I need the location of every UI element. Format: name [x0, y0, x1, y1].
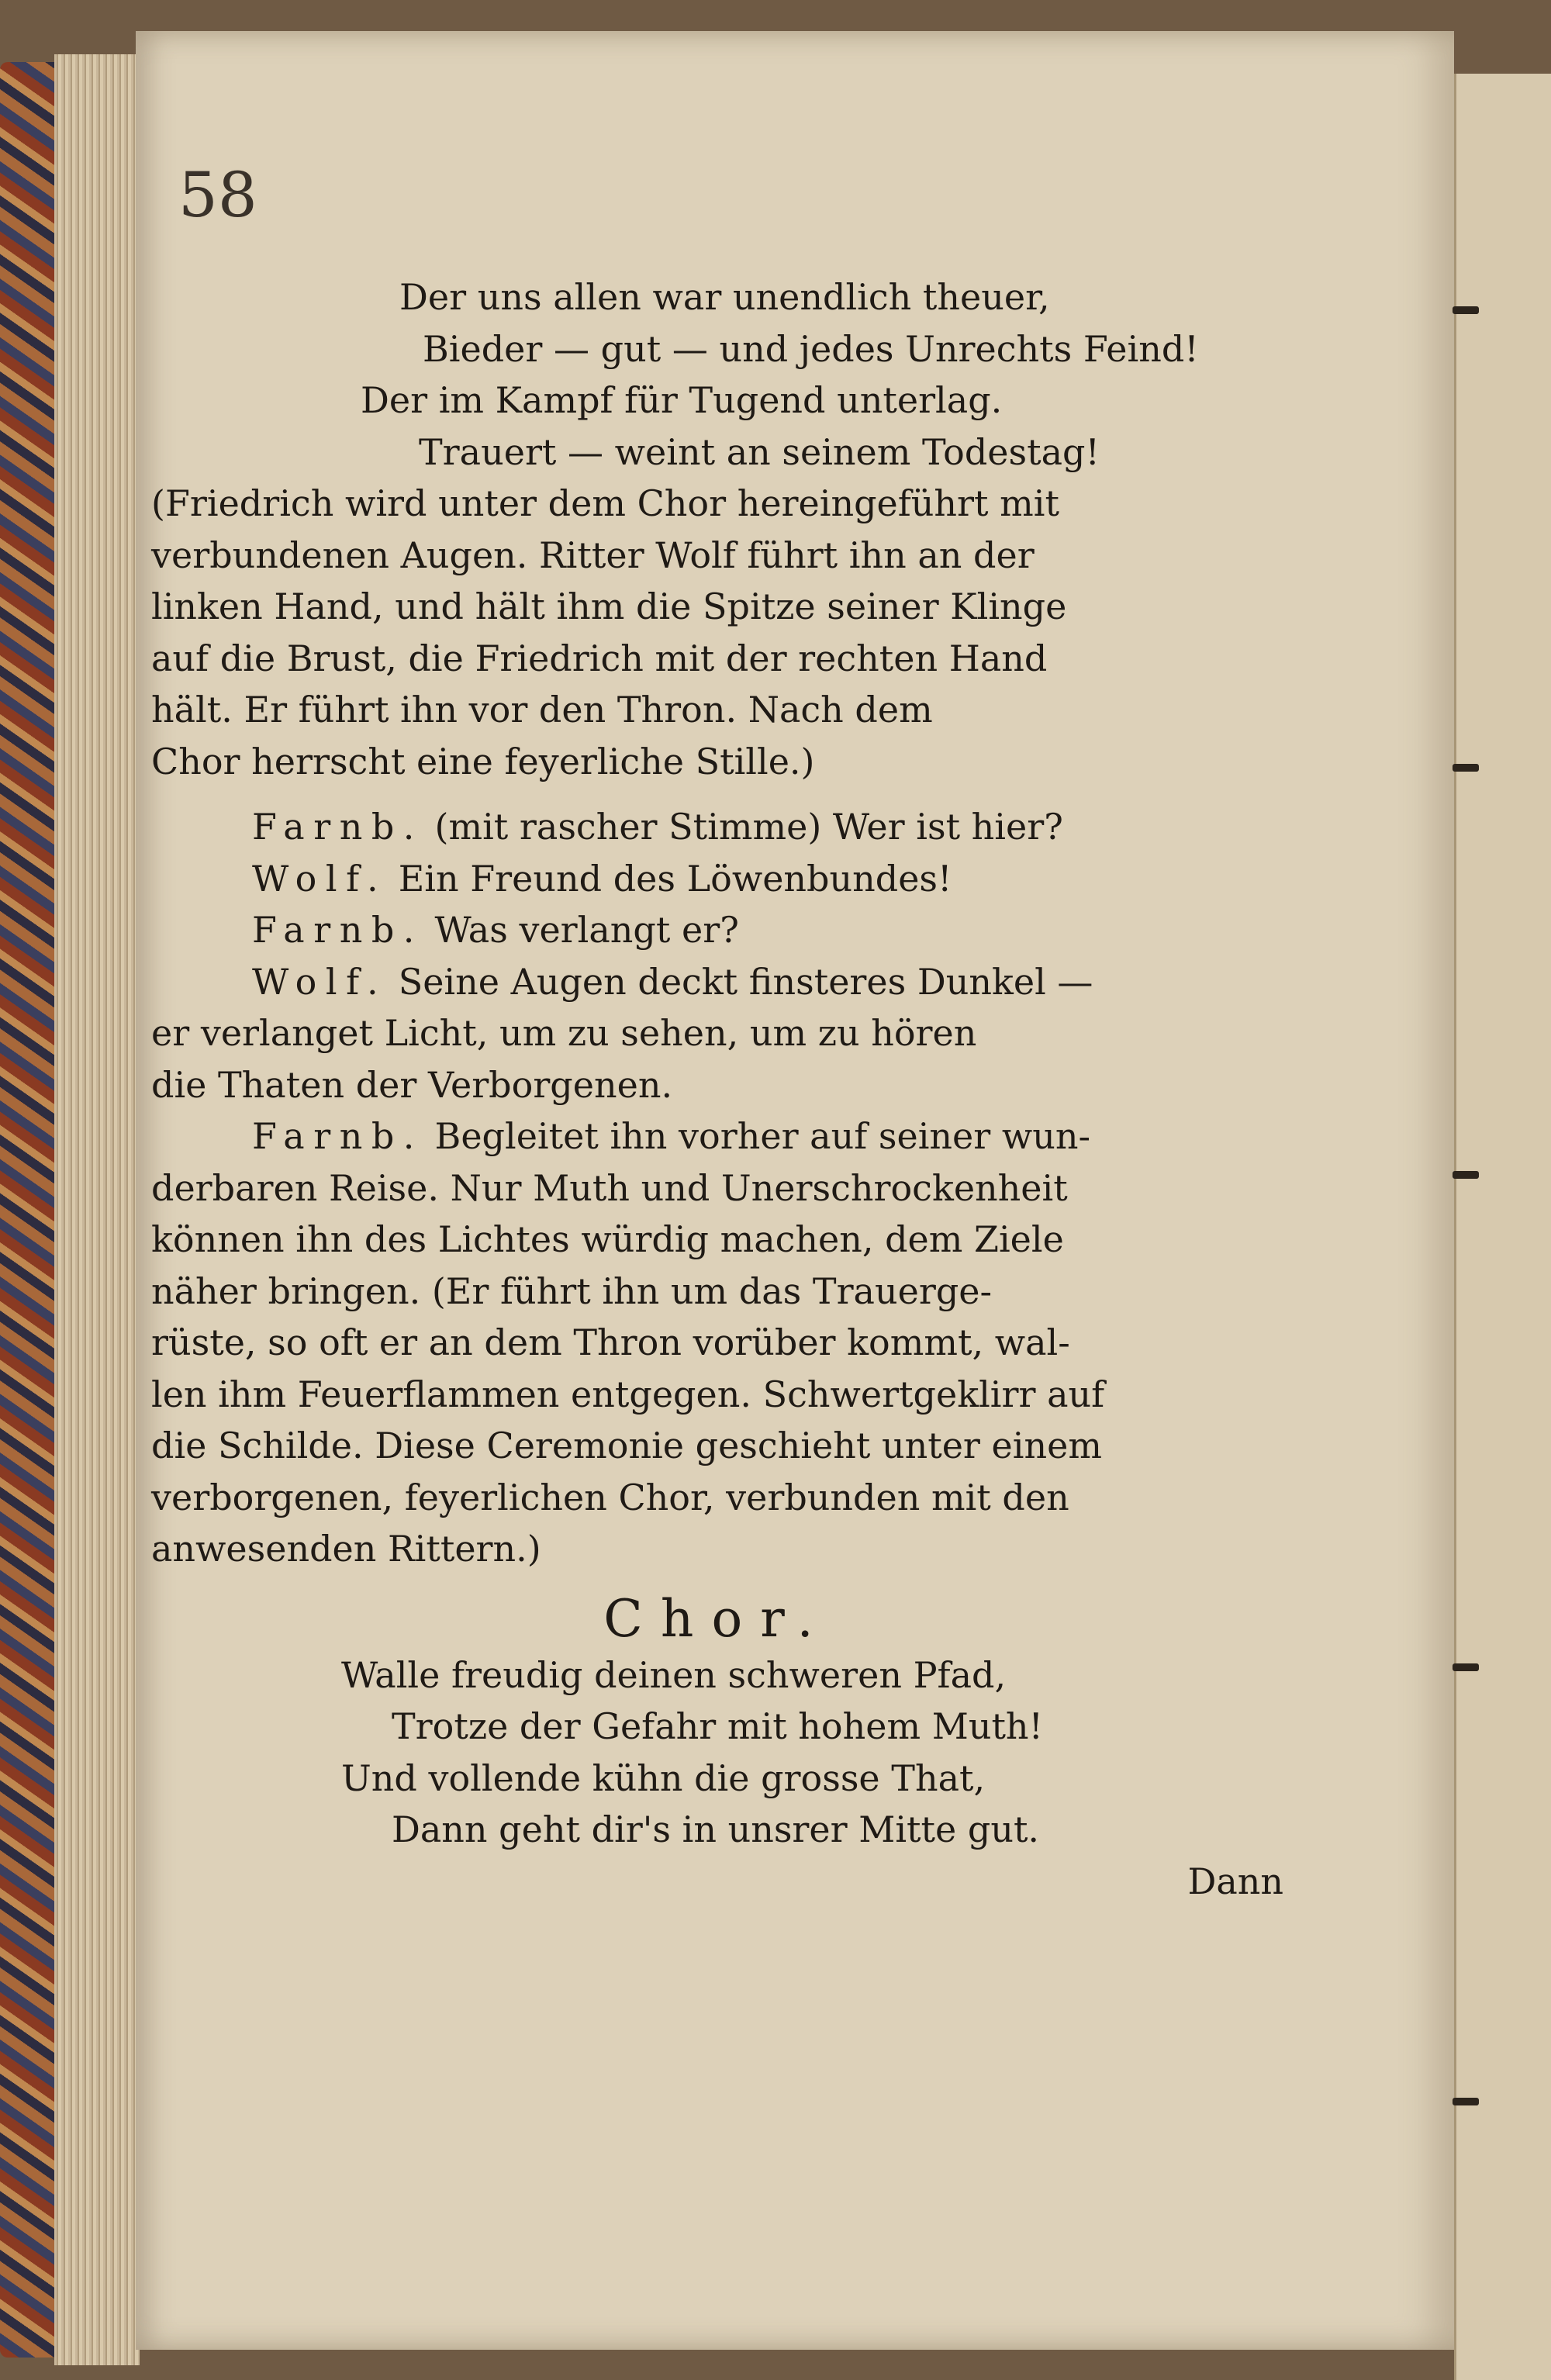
dialogue-continuation-line: die Thaten der Verborgenen.: [151, 1063, 673, 1106]
stage-direction-line: linken Hand, und hält ihm die Spitze seiner Klinge: [151, 586, 1067, 627]
binding-stitch: [1453, 1663, 1479, 1671]
stage-direction-line: auf die Brust, die Friedrich mit der rechten Hand: [151, 637, 1048, 679]
verse-line: Trauert — weint an seinem Todestag!: [419, 430, 1100, 473]
dialogue-line: [151, 1115, 1283, 1170]
dialogue-line: [151, 806, 1283, 861]
dialogue-text: Seine Augen deckt finsteres Dunkel —: [387, 960, 1093, 1003]
dialogue-text: Begleitet ihn vorher auf seiner wun-: [423, 1115, 1091, 1157]
dialogue-text: Ein Freund des Löwenbundes!: [387, 857, 952, 900]
verse-line: Und vollende kühn die grosse That,: [341, 1757, 986, 1799]
dialogue-text: (mit rascher Stimme) Wer ist hier?: [423, 806, 1063, 848]
dialogue-text: Was verlangt er?: [423, 909, 739, 951]
catchword: Dann: [1187, 1860, 1283, 1902]
dialogue-line: [151, 857, 1283, 913]
facing-page-edge: [1454, 74, 1551, 2380]
binding-stitch: [1453, 764, 1479, 772]
verse-line: Dann geht dir's in unsrer Mitte gut.: [392, 1808, 1040, 1850]
binding-stitch: [1453, 1171, 1479, 1179]
dialogue-line: [151, 960, 1283, 1016]
verse-line: Bieder — gut — und jedes Unrechts Feind!: [423, 327, 1199, 370]
page-stack-edge: [54, 54, 140, 2365]
speaker-name: Farnb.: [252, 806, 423, 848]
dialogue-continuation-line: können ihn des Lichtes würdig machen, dem Ziele: [151, 1218, 1064, 1260]
stage-direction-line: (Friedrich wird unter dem Chor hereingeführt mit: [151, 482, 1059, 524]
binding-stitch: [1453, 2098, 1479, 2105]
chorus-heading: Chor.: [603, 1588, 831, 1649]
dialogue-continuation-line: len ihm Feuerflammen entgegen. Schwertgeklirr auf: [151, 1373, 1105, 1415]
stage-direction-line: hält. Er führt ihn vor den Thron. Nach dem: [151, 689, 933, 731]
speaker-name: Farnb.: [252, 909, 423, 951]
dialogue-continuation-line: derbaren Reise. Nur Muth und Unerschrockenheit: [151, 1166, 1068, 1209]
verse-line: Trotze der Gefahr mit hohem Muth!: [392, 1705, 1044, 1747]
page-number: 58: [178, 159, 257, 231]
speaker-name: Wolf.: [252, 960, 388, 1003]
dialogue-continuation-line: näher bringen. (Er führt ihn um das Trauerge-: [151, 1269, 993, 1312]
dialogue-line: [151, 909, 1283, 964]
speaker-name: Farnb.: [252, 1115, 423, 1157]
stage-direction-line: Chor herrscht eine feyerliche Stille.): [151, 740, 815, 782]
speaker-name: Wolf.: [252, 857, 388, 900]
stage-direction-line: verbundenen Augen. Ritter Wolf führt ihn an der: [151, 534, 1035, 576]
verse-line: Der uns allen war unendlich theuer,: [399, 276, 1050, 318]
verse-line: Der im Kampf für Tugend unterlag.: [361, 379, 1003, 421]
page-text: [151, 276, 1283, 1915]
verse-line: Walle freudig deinen schweren Pfad,: [341, 1653, 1007, 1696]
dialogue-continuation-line: rüste, so oft er an dem Thron vorüber kommt, wal-: [151, 1321, 1070, 1363]
dialogue-continuation-line: er verlanget Licht, um zu sehen, um zu hören: [151, 1012, 977, 1054]
dialogue-continuation-line: verborgenen, feyerlichen Chor, verbunden mit den: [151, 1476, 1069, 1518]
dialogue-continuation-line: die Schilde. Diese Ceremonie geschieht unter einem: [151, 1425, 1102, 1466]
dialogue-continuation-line: anwesenden Rittern.): [151, 1528, 541, 1570]
binding-stitch: [1453, 306, 1479, 314]
